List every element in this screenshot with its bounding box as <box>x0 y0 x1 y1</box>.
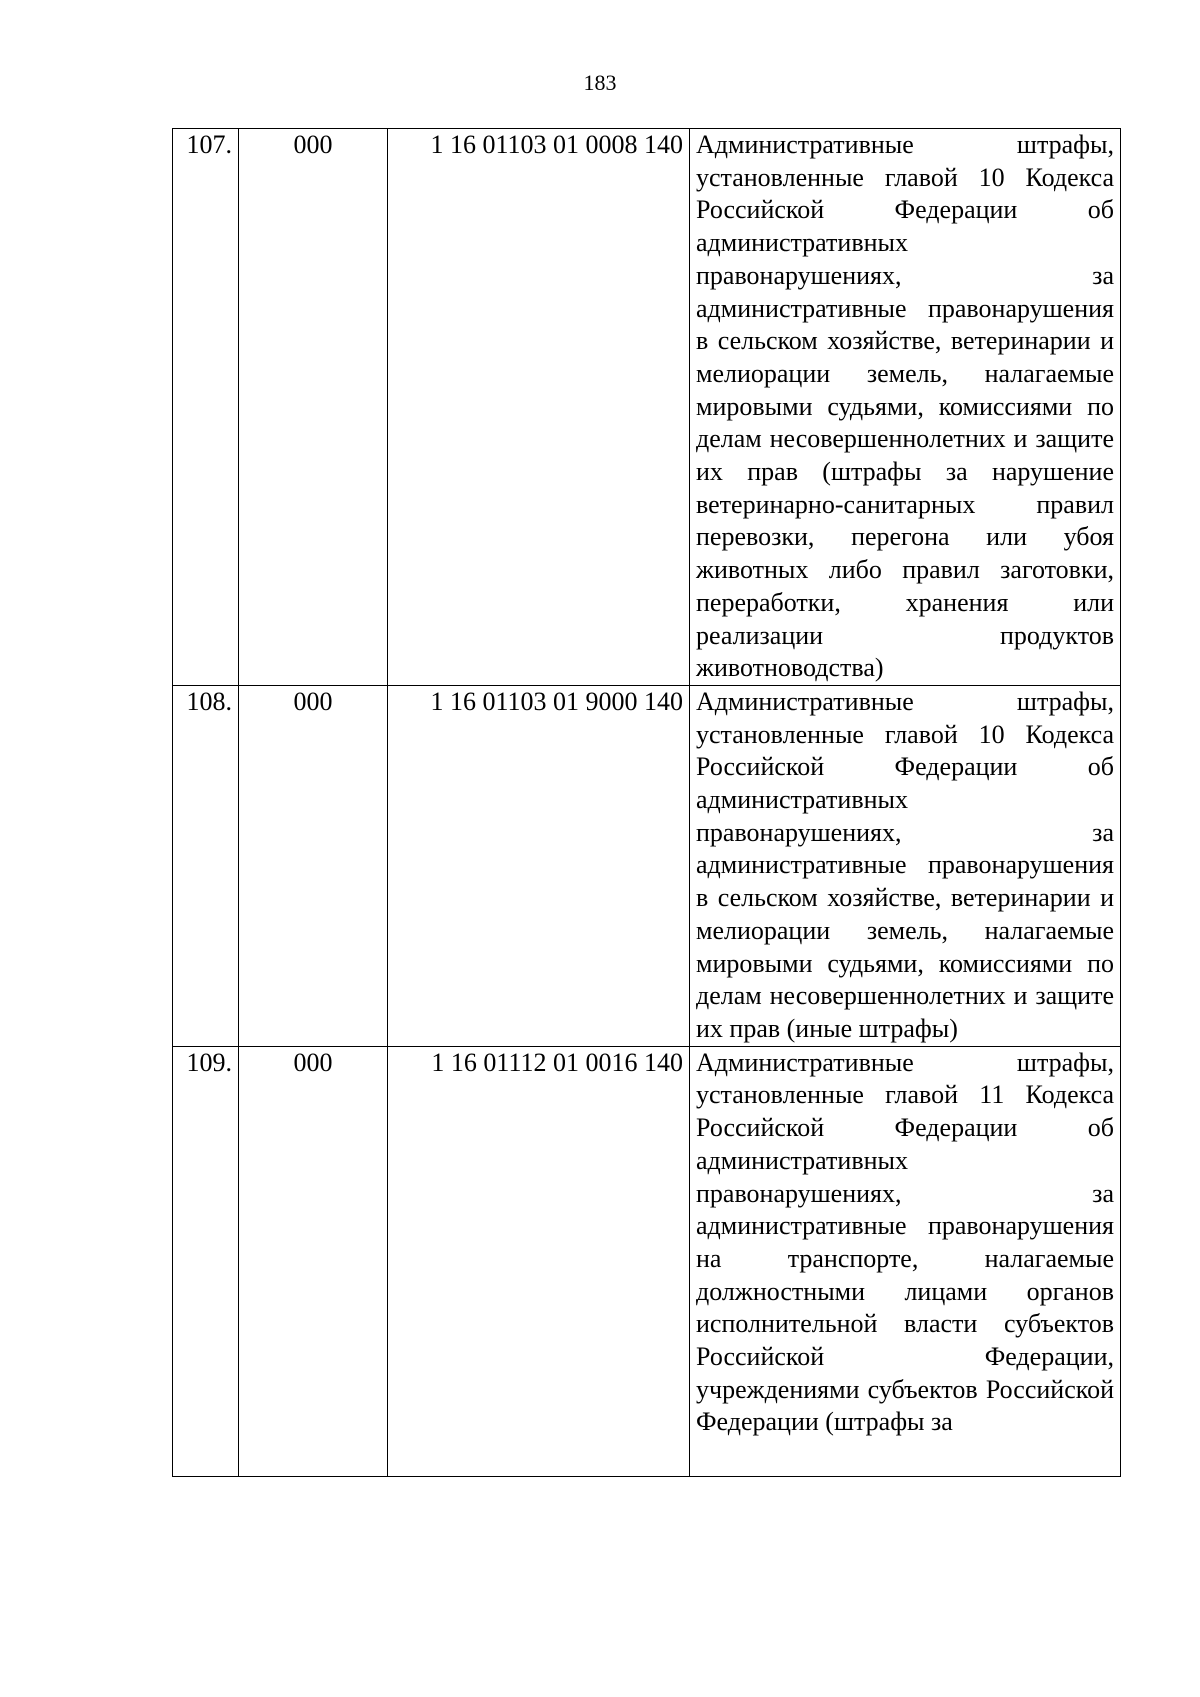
row-number-cell: 108. <box>173 685 239 1046</box>
administrator-code-cell: 000 <box>239 129 388 686</box>
budget-classification-code-cell: 1 16 01103 01 9000 140 <box>388 685 690 1046</box>
table-row <box>173 129 1121 686</box>
revenue-description-cell <box>690 1046 1121 1476</box>
administrator-code-cell: 000 <box>239 685 388 1046</box>
revenue-description-cell: Административные штрафы, установленные главой 10 Кодекса Российской Федерации об административных правонарушениях, за административные правонарушения в сельском хозяйстве, ветеринарии и мелиорации земель, налагаемые мировыми судьями, комиссиями по делам несовершеннолетних и защите их прав (штрафы за нарушение ветеринарно-санитарных правил перевозки, перегона или убоя животных либо правил заготовки, переработки, хранения или реализации продуктов животноводства) <box>690 129 1121 686</box>
row-number-cell: 109. <box>173 1046 239 1476</box>
row-number-cell: 107. <box>173 129 239 686</box>
budget-codes-table <box>172 128 1121 1477</box>
revenue-description-text: Административные штрафы, установленные главой 11 Кодекса Российской Федерации об административных правонарушениях, за административные правонарушения на транспорте, налагаемые должностными лицами органов исполнительной власти субъектов Российской Федерации, учреждениями субъектов Российской Федерации (штрафы за <box>696 1047 1114 1437</box>
budget-classification-code-cell: 1 16 01103 01 0008 140 <box>388 129 690 686</box>
administrator-code-cell: 000 <box>239 1046 388 1476</box>
page-number: 183 <box>583 70 617 95</box>
table-row <box>173 1046 1121 1476</box>
budget-classification-code-cell: 1 16 01112 01 0016 140 <box>388 1046 690 1476</box>
table-row <box>173 685 1121 1046</box>
revenue-description-cell: Административные штрафы, установленные главой 10 Кодекса Российской Федерации об административных правонарушениях, за административные правонарушения в сельском хозяйстве, ветеринарии и мелиорации земель, налагаемые мировыми судьями, комиссиями по делам несовершеннолетних и защите их прав (иные штрафы) <box>690 685 1121 1046</box>
